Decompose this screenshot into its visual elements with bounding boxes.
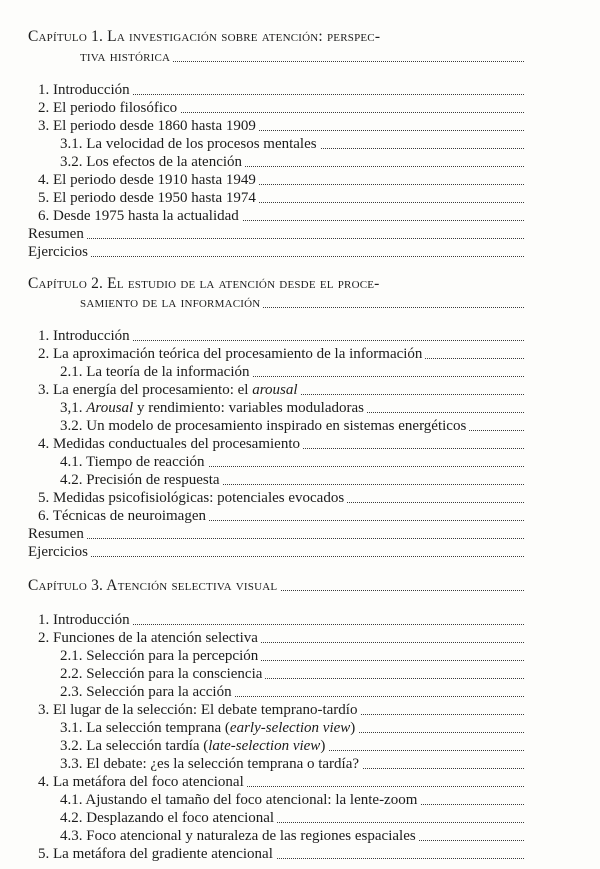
entry-title: 4.1. Tiempo de reacción	[60, 453, 208, 471]
title-italic: arousal	[252, 382, 298, 398]
title-italic: late-selection view	[208, 738, 321, 754]
entry-title: 2.1. La teoría de la información	[60, 363, 253, 381]
title-part: )	[320, 738, 326, 754]
entry-title: Ejercicios	[28, 243, 91, 261]
title-italic: Arousal	[86, 400, 134, 416]
entry-title: Resumen	[28, 525, 87, 543]
dot-leader	[32, 238, 524, 239]
title-part: 3,1.	[60, 400, 87, 416]
dot-leader	[32, 556, 524, 557]
entry-title: 2. El periodo filosófico	[38, 99, 180, 117]
entry-title: 4.1. Ajustando el tamaño del foco atencional: la lente-zoom	[60, 791, 420, 809]
title-part: )	[350, 720, 356, 736]
entry-title: 3. El lugar de la selección: El debate temprano-tardío	[38, 701, 360, 719]
entry-title: 6. Desde 1975 hasta la actualidad	[38, 207, 242, 225]
entry-title: Capítulo 2. El estudio de la atención desde el proce-	[28, 275, 383, 293]
entry-title: 2.2. Selección para la consciencia	[60, 665, 265, 683]
entry-title	[60, 737, 328, 755]
entry-title: 6. Técnicas de neuroimagen	[38, 507, 209, 525]
entry-title: 2. La aproximación teórica del procesamiento de la información	[38, 345, 425, 363]
title-part: 3.2. La selección tardía (	[60, 738, 209, 754]
entry-title: 4. Medidas conductuales del procesamiento	[38, 435, 303, 453]
entry-title: 4. La metáfora del foco atencional	[38, 773, 247, 791]
entry-title: 4.2. Desplazando el foco atencional	[60, 809, 277, 827]
title-part: 3.1. La selección temprana (	[60, 720, 230, 736]
title-italic: early-selection view	[229, 720, 351, 736]
title-part: 3. La energía del procesamiento: el	[38, 382, 253, 398]
entry-title: 5. El periodo desde 1950 hasta 1974	[38, 189, 259, 207]
entry-title: Capítulo 1. La investigación sobre atención: perspec-	[28, 28, 383, 46]
entry-title: tiva histórica	[80, 48, 173, 66]
entry-title: 4.2. Precisión de respuesta	[60, 471, 223, 489]
entry-title: 3.2. Un modelo de procesamiento inspirado en sistemas energéticos	[60, 417, 469, 435]
dot-leader	[32, 256, 524, 257]
entry-title: 1. Introducción	[38, 81, 133, 99]
entry-title: 1. Introducción	[38, 327, 133, 345]
entry-title: 2.3. Selección para la acción	[60, 683, 235, 701]
entry-title: samiento de la información	[80, 294, 263, 312]
entry-title: 4.3. Foco atencional y naturaleza de las regiones espaciales	[60, 827, 419, 845]
entry-title	[38, 381, 301, 399]
entry-title: Resumen	[28, 225, 87, 243]
entry-title: 3. El periodo desde 1860 hasta 1909	[38, 117, 259, 135]
entry-title: 5. Medidas psicofisiológicas: potenciales evocados	[38, 489, 347, 507]
entry-title: 3.2. Los efectos de la atención	[60, 153, 245, 171]
entry-title	[60, 399, 367, 417]
entry-title: 3.1. La velocidad de los procesos mentales	[60, 135, 320, 153]
entry-title: 2. Funciones de la atención selectiva	[38, 629, 261, 647]
entry-title: 5. La metáfora del gradiente atencional	[38, 845, 276, 863]
entry-title: 1. Introducción	[38, 611, 133, 629]
entry-title: 3.3. El debate: ¿es la selección temprana o tardía?	[60, 755, 362, 773]
dot-leader	[32, 538, 524, 539]
entry-title: 2.1. Selección para la percepción	[60, 647, 261, 665]
title-part: y rendimiento: variables moduladoras	[133, 400, 364, 416]
entry-title: Capítulo 3. Atención selectiva visual	[28, 577, 280, 595]
entry-title: Ejercicios	[28, 543, 91, 561]
entry-title	[60, 719, 358, 737]
entry-title: 4. El periodo desde 1910 hasta 1949	[38, 171, 259, 189]
